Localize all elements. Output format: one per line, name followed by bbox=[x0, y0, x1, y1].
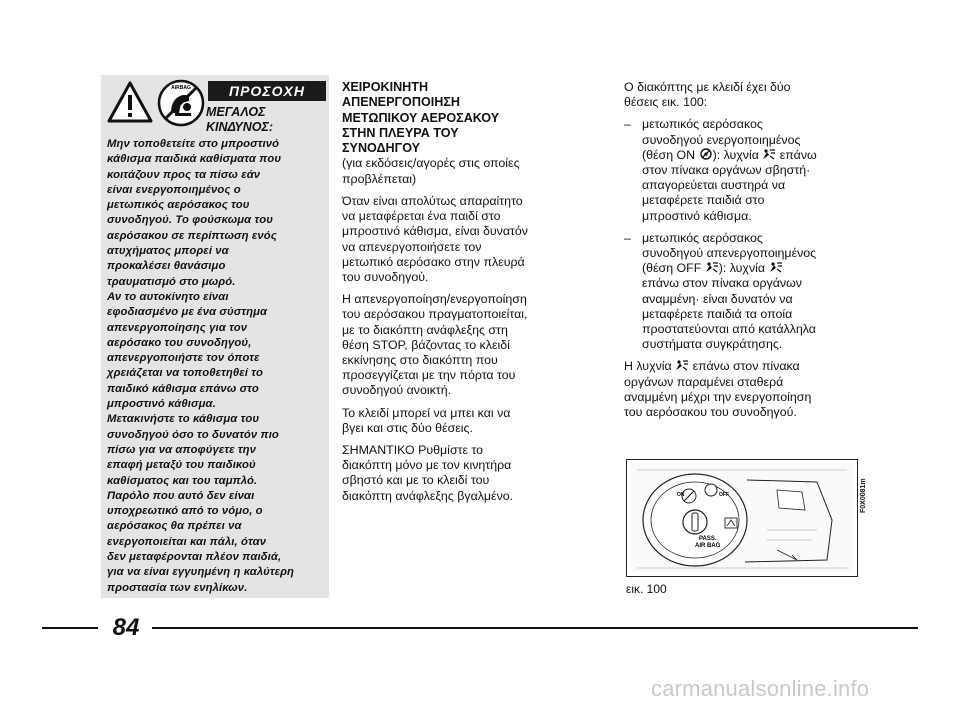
list-item-text bbox=[642, 117, 817, 223]
figure-caption: εικ. 100 bbox=[626, 582, 667, 596]
list-item-on bbox=[624, 117, 924, 223]
airbag-off-warning-light-icon bbox=[762, 148, 776, 160]
paragraph: Η απενεργοποίηση/ενεργοποίηση του αερόσακου πραγματοποιείται, με το διακόπτη ανάφλεξης στη θέση STOP, βάζοντας το κλειδί εκκίνησης στο διακόπτη που προσεγγίζεται με την πόρτα του συνοδηγού ανοικτή. bbox=[342, 292, 528, 398]
text-part: ): λυχνία bbox=[712, 147, 763, 162]
no-child-symbol-icon bbox=[699, 148, 713, 160]
airbag-symbol-icon bbox=[705, 261, 719, 273]
figure-label-pass: PASS. bbox=[699, 536, 717, 542]
paragraph: (για εκδόσεις/αγορές στις οποίες προβλέπεται) bbox=[342, 156, 520, 186]
caution-badge: ΠΡΟΣΟΧΗ bbox=[208, 81, 326, 101]
list-item-off bbox=[624, 231, 924, 353]
text-part: επάνω στον πίνακα οργάνων παραμένει σταθερά αναμμένη μέχρι την ενεργοποίηση του αερόσακου του συνοδηγού. bbox=[624, 359, 812, 420]
text-part: επάνω στον πίνακα οργάνων αναμμένη· είναι δυνατόν να μεταφέρετε παιδιά τα οποία προστατεύονται από κατάλληλα συστήματα συγκράτησης. bbox=[642, 276, 816, 352]
section-heading: ΧΕΙΡΟΚΙΝΗΤΗ ΑΠΕΝΕΡΓΟΠΟΙΗΣΗ ΜΕΤΩΠΙΚΟΥ ΑΕΡΟΣΑΚΟΥ ΣΤΗΝ ΠΛΕΥΡΑ ΤΟΥ ΣΥΝΟΔΗΓΟΥ bbox=[342, 80, 500, 156]
airbag-off-warning-light-icon bbox=[769, 261, 783, 273]
figure-100-key-switch bbox=[626, 459, 858, 577]
list-dash: – bbox=[624, 117, 631, 132]
text-part: ): λυχνία bbox=[718, 261, 769, 276]
airbag-off-warning-light-icon bbox=[675, 359, 689, 371]
airbag-icon-text: AIRBAG bbox=[171, 85, 191, 91]
closing-paragraph bbox=[624, 359, 924, 420]
danger-title: ΜΕΓΑΛΟΣ ΚΙΝΔΥΝΟΣ: bbox=[206, 105, 274, 134]
paragraph: ΣΗΜΑΝΤΙΚΟ Ρυθμίστε το διακόπτη μόνο με τον κινητήρα σβηστό και με το κλειδί του διακόπτη ανάφλεξης βγαλμένο. bbox=[342, 442, 514, 503]
text-part: μετωπικός αερόσακος συνοδηγού απενεργοποιημένος (θέση OFF bbox=[642, 230, 817, 276]
figure-label-off: OFF bbox=[719, 492, 729, 498]
list-dash: – bbox=[624, 230, 631, 245]
warning-triangle-icon bbox=[107, 81, 153, 123]
list-item-text bbox=[642, 231, 816, 353]
switch-positions-section bbox=[624, 80, 924, 427]
paragraph: Όταν είναι απολύτως απαραίτητο να μεταφέρεται ένα παιδί στο μπροστινό κάθισμα, είναι δυνατόν να απενεργοποιήσετε τον μετωπικό αερόσακο στην πλευρά του συνοδηγού. bbox=[342, 193, 528, 284]
warning-box bbox=[101, 75, 329, 598]
text-part: επάνω στον πίνακα οργάνων σβηστή· απαγορεύεται αυστηρά να μεταφέρετε παιδιά στο μπροστινό κάθισμα. bbox=[642, 147, 817, 223]
watermark: carmanualsonline.info bbox=[651, 676, 870, 701]
footer-rule-left bbox=[42, 627, 98, 629]
key-switch-illustration bbox=[627, 460, 857, 576]
figure-label-airbag: AIR BAG bbox=[695, 543, 721, 549]
intro-paragraph: Ο διακόπτης με κλειδί έχει δύο θέσεις εικ. 100: bbox=[624, 80, 791, 110]
text-part: μετωπικός αερόσακος συνοδηγού ενεργοποιημένος (θέση ON bbox=[642, 117, 801, 162]
airbag-deactivation-section bbox=[342, 80, 594, 511]
footer-rule-right bbox=[152, 627, 918, 629]
figure-label-on: ON bbox=[677, 492, 685, 498]
no-rear-facing-child-seat-icon bbox=[157, 79, 205, 127]
warning-text: Μην τοποθετείτε στο μπροστινό κάθισμα παιδικά καθίσματα που κοιτάζουν προς τα πίσω εάν είναι ενεργοποιημένος ο μετωπικός αερόσακος του συνοδηγού. Το φούσκωμα του αερόσακου σε περίπτωση ενός ατυχήματος μπορεί να προκαλέσει θανάσιμο τραυματισμό στο μωρό. Αν το αυτοκίνητο είναι εφοδιασμένο με ένα σύστημα απενεργοποίησης για τον αερόσακο του συνοδηγού, απενεργοποιήστε τον όποτε χρειάζεται να τοποθετηθεί το παιδικό κάθισμα επάνω στο μπροστινό κάθισμα. Μετακινήστε το κάθισμα του συνοδηγού όσο το δυνατόν πιο πίσω για να αποφύγετε την επαφή μεταξύ του παιδικού καθίσματος και του ταμπλό. Παρόλο που αυτό δεν είναι υποχρεωτικό από το νόμο, ο αερόσακος θα πρέπει να ενεργοποιείται και πάλι, όταν δεν μεταφέρονται πλέον παιδιά, για να είναι εγγυημένη η καλύτερη προστασία των ενηλίκων. bbox=[107, 138, 295, 594]
text-part: Η λυχνία bbox=[624, 359, 676, 374]
figure-code: F0X0081m bbox=[860, 478, 867, 513]
page-number: 84 bbox=[112, 614, 140, 641]
paragraph: Το κλειδί μπορεί να μπει και να βγει και στις δύο θέσεις. bbox=[342, 405, 511, 435]
